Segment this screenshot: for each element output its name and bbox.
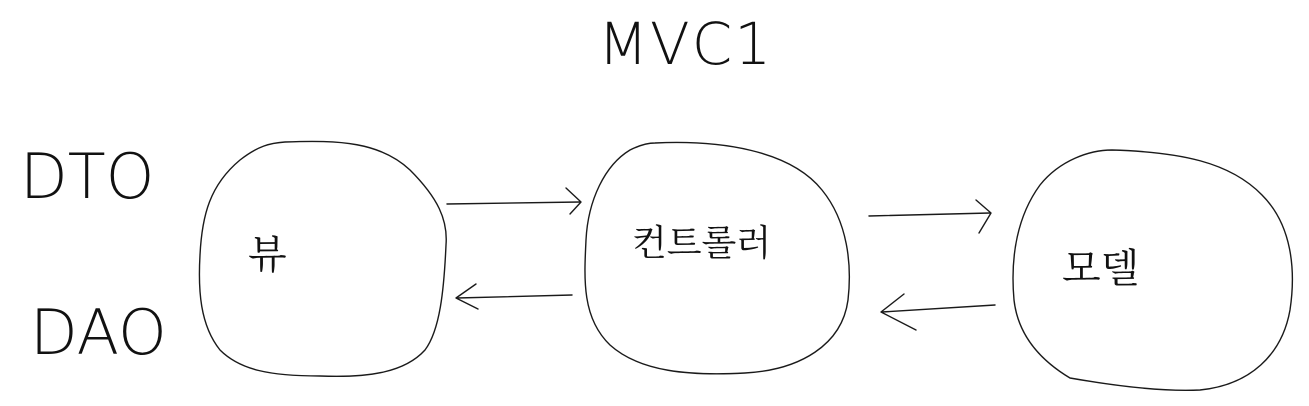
model-node-circle	[1013, 150, 1292, 390]
view-node-label: 뷰	[248, 232, 287, 278]
view-to-controller-arrow	[447, 188, 581, 214]
model-to-controller-arrow	[881, 294, 995, 330]
view-node-circle	[199, 141, 446, 376]
diagram-title: MVC1	[598, 10, 774, 78]
controller-node-label: 컨트롤러	[632, 223, 772, 264]
controller-to-model-arrow	[869, 200, 991, 233]
model-node-label: 모델	[1062, 246, 1140, 292]
dao-label: DAO	[30, 296, 167, 369]
dto-label: DTO	[20, 140, 155, 213]
controller-to-view-arrow	[456, 284, 572, 309]
